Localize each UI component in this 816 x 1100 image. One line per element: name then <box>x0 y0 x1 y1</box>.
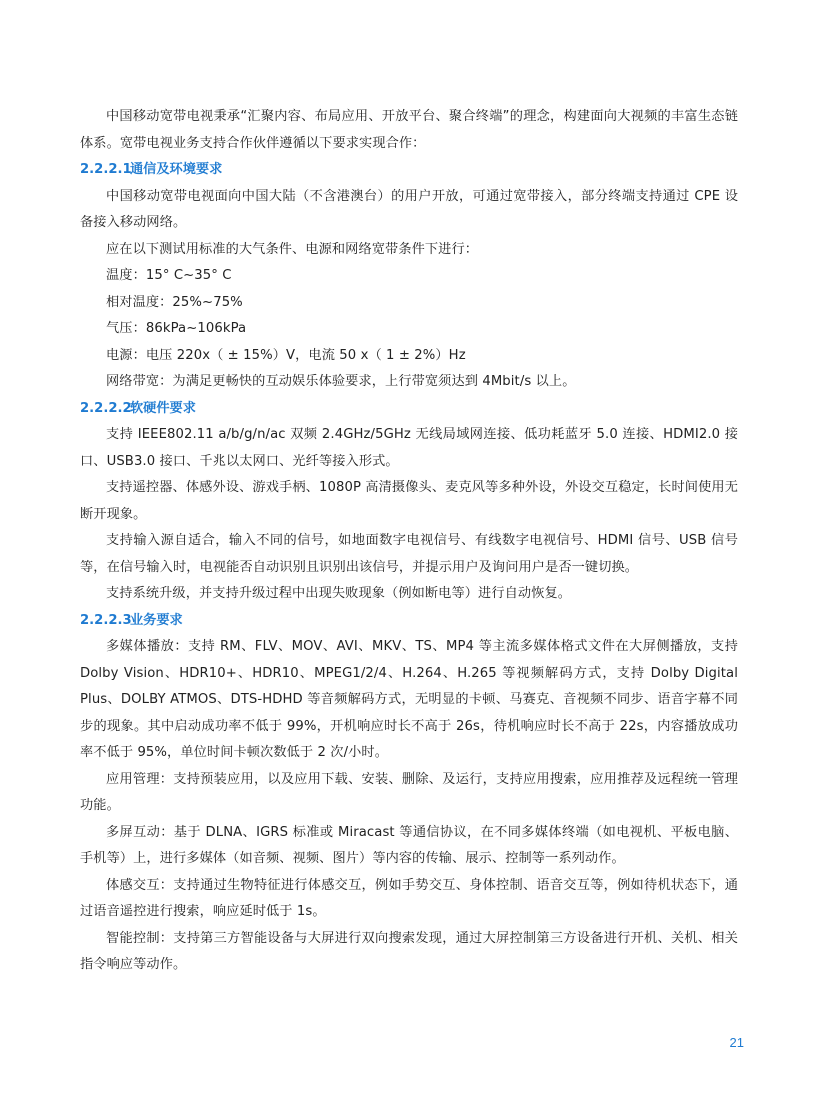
paragraph: 多屏互动：基于 DLNA、IGRS 标准或 Miracast 等通信协议，在不同多媒体终端（如电视机、平板电脑、手机等）上，进行多媒体（如音频、视频、图片）等内容的传输、展示、控制等一系列动作。 <box>80 824 738 866</box>
paragraph: 多媒体播放：支持 RM、FLV、MOV、AVI、MKV、TS、MP4 等主流多媒体格式文件在大屏侧播放，支持 Dolby Vision、HDR10+、HDR10、MPEG1/2/4、H.264、H.265 等视频解码方式，支持 Dolby Digital Plus、DOLBY ATMOS、DTS-HDHD 等音频解码方式，无明显的卡顿、马赛克、音视频不同步、语音字幕不同步的现象。其中启动成功率不低于 99%，开机响应时长不高于 26s，待机响应时长不高于 22s，内容播放成功率不低于 95%，单位时间卡顿次数低于 2 次/小时。 <box>80 639 738 760</box>
paragraph: 应用管理：支持预装应用，以及应用下载、安装、删除、及运行，支持应用搜索，应用推荐及远程统一管理功能。 <box>80 771 738 813</box>
spec-item-bandwidth: 网络带宽：为满足更畅快的互动娱乐体验要求，上行带宽须达到 4Mbit/s 以上。 <box>106 374 576 389</box>
paragraph: 支持系统升级，并支持升级过程中出现失败现象（例如断电等）进行自动恢复。 <box>106 586 572 601</box>
section-title: 通信及环境要求 <box>130 162 223 177</box>
document-body <box>80 104 738 979</box>
paragraph: 体感交互：支持通过生物特征进行体感交互，例如手势交互、身体控制、语音交互等，例如待机状态下，通过语音遥控进行搜索，响应延时低于 1s。 <box>80 877 738 919</box>
paragraph: 支持遥控器、体感外设、游戏手柄、1080P 高清摄像头、麦克风等多种外设，外设交互稳定，长时间使用无断开现象。 <box>80 480 738 522</box>
spec-item-humidity: 相对温度：25%~75% <box>106 294 243 310</box>
paragraph: 支持 IEEE802.11 a/b/g/n/ac 双频 2.4GHz/5GHz 无线局域网连接、低功耗蓝牙 5.0 连接、HDMI2.0 接口、USB3.0 接口、千兆以太网口、光纤等接入形式。 <box>80 427 738 469</box>
section-heading-2-2-2-2 <box>80 396 738 423</box>
paragraph: 支持输入源自适合，输入不同的信号，如地面数字电视信号、有线数字电视信号、HDMI 信号、USB 信号等，在信号输入时，电视能否自动识别且识别出该信号，并提示用户及询问用户是否一键切换。 <box>80 533 738 575</box>
spec-item-pressure: 气压：86kPa~106kPa <box>106 321 247 336</box>
paragraph: 应在以下测试用标准的大气条件、电源和网络宽带条件下进行： <box>106 241 479 257</box>
section-number: 2.2.2.2 <box>80 400 132 416</box>
paragraph: 智能控制：支持第三方智能设备与大屏进行双向搜索发现，通过大屏控制第三方设备进行开机、关机、相关指令响应等动作。 <box>80 930 738 972</box>
spec-item-temperature: 温度：15° C~35° C <box>106 268 232 283</box>
section-heading-2-2-2-3 <box>80 608 738 635</box>
section-heading-2-2-2-1 <box>80 157 738 184</box>
paragraph: 中国移动宽带电视面向中国大陆（不含港澳台）的用户开放，可通过宽带接入，部分终端支持通过 CPE 设备接入移动网络。 <box>80 188 738 230</box>
section-number: 2.2.2.3 <box>80 612 132 628</box>
section-number: 2.2.2.1 <box>80 162 132 177</box>
intro-paragraph: 中国移动宽带电视秉承“汇聚内容、布局应用、开放平台、聚合终端”的理念，构建面向大视频的丰富生态链体系。宽带电视业务支持合作伙伴遵循以下要求实现合作： <box>80 109 738 151</box>
section-title: 业务要求 <box>130 612 183 628</box>
spec-item-power: 电源：电压 220x（ ± 15%）V，电流 50 x（ 1 ± 2%）Hz <box>106 347 466 363</box>
section-title: 软硬件要求 <box>130 400 196 416</box>
page-number: 21 <box>729 1035 744 1050</box>
